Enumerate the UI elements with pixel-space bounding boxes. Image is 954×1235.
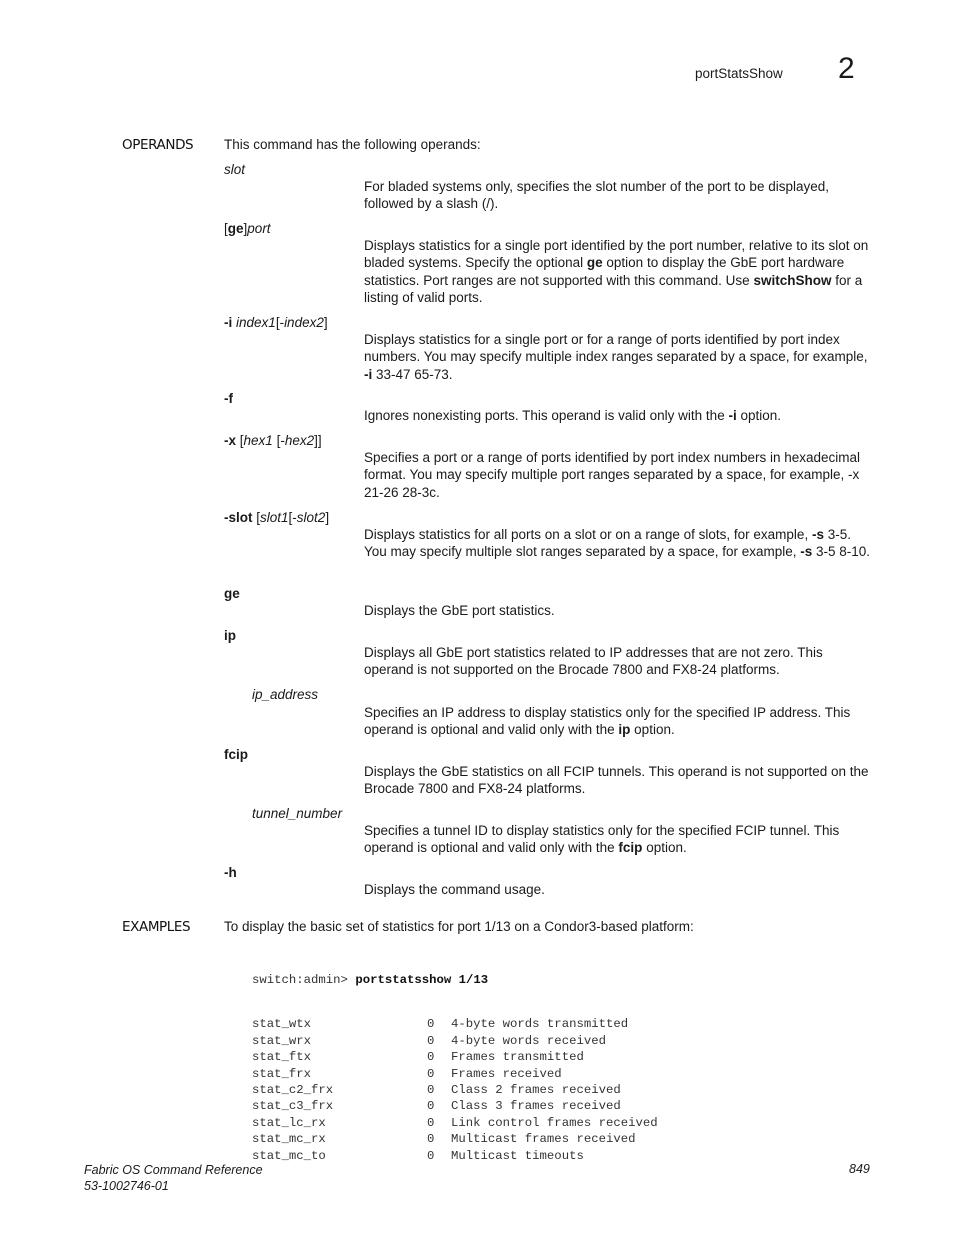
code-output-rows	[252, 1016, 658, 1164]
stat-value: 0	[427, 1148, 435, 1163]
operand-description: Displays the GbE port statistics.	[364, 603, 555, 618]
example-code-block	[252, 944, 658, 1178]
operand-description: Displays statistics for a single port or for a range of ports identified by port index numbers. You may specify multiple index ranges separated by a space, for example, -i 33-47 65-73.	[364, 332, 868, 382]
header-command-name: portStatsShow	[695, 66, 783, 81]
examples-intro: To display the basic set of statistics for port 1/13 on a Condor3-based platform:	[224, 919, 694, 934]
operand-name: -i index1[-index2]	[224, 315, 328, 330]
operands-intro: This command has the following operands:	[224, 137, 481, 152]
operand-name: [ge]port	[224, 221, 271, 236]
stat-description: Class 2 frames received	[451, 1082, 621, 1097]
stat-description: Link control frames received	[451, 1115, 658, 1130]
operand-name: ge	[224, 586, 240, 601]
stat-name: stat_c2_frx	[252, 1082, 334, 1097]
operand-description: Specifies a tunnel ID to display statistics only for the specified FCIP tunnel. This operand is optional and valid only with the fcip option.	[364, 823, 840, 856]
operand-description: Specifies a port or a range of ports identified by port index numbers in hexadecimal format. You may specify multiple port ranges separated by a space, for example, -x 21-26 28-3c.	[364, 450, 861, 500]
operand-name: -slot [slot1[-slot2]	[224, 510, 330, 525]
operand-description: Displays the GbE statistics on all FCIP tunnels. This operand is not supported on the Brocade 7800 and FX8-24 platforms.	[364, 764, 869, 797]
operand-description: Ignores nonexisting ports. This operand is valid only with the -i option.	[364, 408, 782, 423]
stat-description: Multicast frames received	[451, 1132, 636, 1147]
operand-name: ip_address	[252, 687, 319, 702]
code-command: portstatsshow 1/13	[355, 973, 489, 987]
code-output-row	[252, 1016, 658, 1032]
footer-page-number: 849	[849, 1162, 870, 1176]
stat-value: 0	[427, 1115, 435, 1130]
operands-heading: OPERANDS	[122, 137, 194, 153]
stat-name: stat_wtx	[252, 1017, 312, 1032]
stat-name: stat_lc_rx	[252, 1115, 326, 1130]
stat-name: stat_mc_to	[252, 1148, 326, 1163]
code-output-row	[252, 1148, 658, 1164]
operand-description: Displays the command usage.	[364, 882, 545, 897]
code-output-row	[252, 1131, 658, 1147]
code-output-row	[252, 1033, 658, 1049]
stat-value: 0	[427, 1082, 435, 1097]
footer-doc-number: 53-1002746-01	[84, 1179, 169, 1193]
stat-name: stat_wrx	[252, 1033, 312, 1048]
header-chapter-number: 2	[838, 52, 855, 85]
operand-name: -f	[224, 391, 233, 406]
operand-name: -x [hex1 [-hex2]]	[224, 433, 322, 448]
operand-description: Displays statistics for all ports on a slot or on a range of slots, for example, -s 3-5. You may specify multiple slot ranges separated by a space, for example, -s 3-5 8-10.	[364, 527, 871, 560]
code-output-row	[252, 1049, 658, 1065]
operand-name: -h	[224, 865, 237, 880]
code-output-row	[252, 1098, 658, 1114]
stat-value: 0	[427, 1066, 435, 1081]
code-output-row	[252, 1082, 658, 1098]
operand-name: fcip	[224, 747, 249, 762]
operand-description: Displays statistics for a single port identified by the port number, relative to its slot on bladed systems. Specify the optional ge option to display the GbE port hardware statistics. Port ranges are not supported with this command. Use switchShow for a listing of valid ports.	[364, 238, 869, 306]
stat-description: Class 3 frames received	[451, 1099, 621, 1114]
stat-name: stat_frx	[252, 1066, 312, 1081]
stat-value: 0	[427, 1050, 435, 1065]
stat-value: 0	[427, 1033, 435, 1048]
operand-description: For bladed systems only, specifies the slot number of the port to be displayed, followed by a slash (/).	[364, 179, 829, 212]
operand-name: tunnel_number	[252, 806, 343, 821]
footer-left	[84, 1162, 263, 1194]
stat-description: Multicast timeouts	[451, 1148, 584, 1163]
stat-value: 0	[427, 1132, 435, 1147]
code-output-row	[252, 1066, 658, 1082]
operand-description: Specifies an IP address to display statistics only for the specified IP address. This operand is optional and valid only with the ip option.	[364, 705, 851, 738]
stat-description: 4-byte words transmitted	[451, 1017, 629, 1032]
code-command-line	[252, 972, 658, 988]
stat-value: 0	[427, 1099, 435, 1114]
stat-description: 4-byte words received	[451, 1033, 606, 1048]
operand-description: Displays all GbE port statistics related to IP addresses that are not zero. This operand is not supported on the Brocade 7800 and FX8-24 platforms.	[364, 645, 823, 678]
footer-title: Fabric OS Command Reference	[84, 1163, 263, 1177]
stat-name: stat_ftx	[252, 1050, 312, 1065]
operand-name: ip	[224, 628, 236, 643]
operand-name: slot	[224, 162, 246, 177]
code-prompt: switch:admin>	[252, 973, 356, 987]
stat-description: Frames transmitted	[451, 1050, 584, 1065]
stat-name: stat_c3_frx	[252, 1099, 334, 1114]
stat-name: stat_mc_rx	[252, 1132, 326, 1147]
code-output-row	[252, 1115, 658, 1131]
stat-value: 0	[427, 1017, 435, 1032]
examples-heading: EXAMPLES	[122, 919, 191, 935]
stat-description: Frames received	[451, 1066, 562, 1081]
